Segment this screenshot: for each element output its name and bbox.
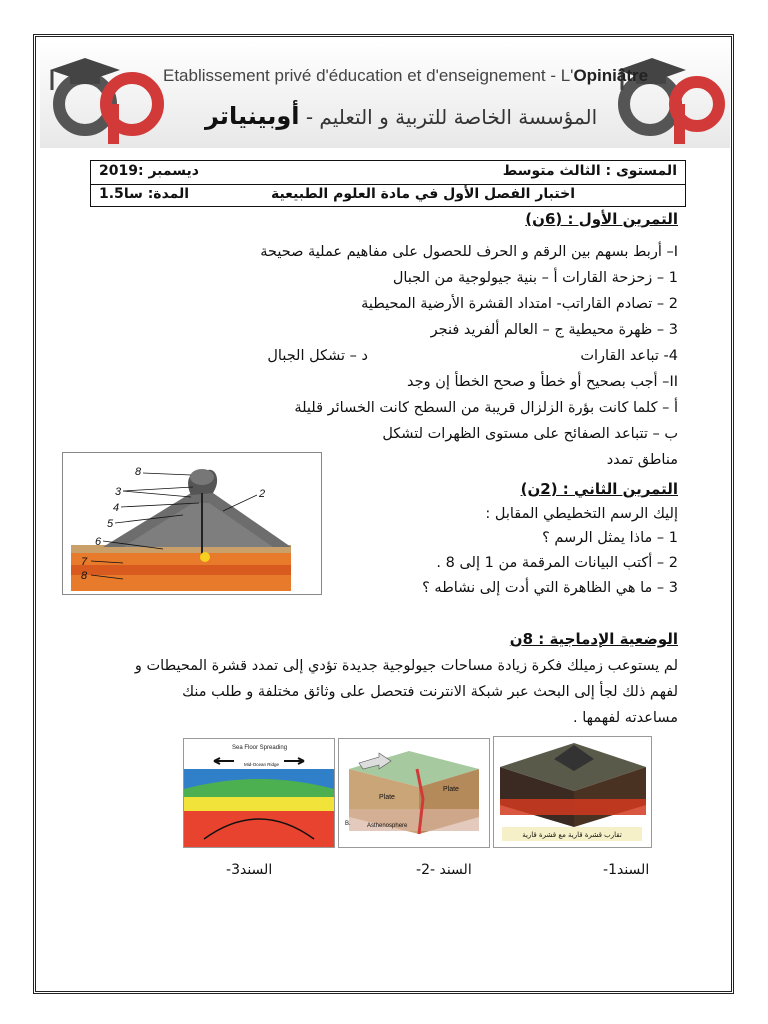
doc1-caption: تقارب قشرة قارية مع قشرة قارية bbox=[522, 831, 622, 839]
document-3-image bbox=[183, 738, 335, 848]
ex2-intro: إليك الرسم التخطيطي المقابل : bbox=[485, 506, 678, 522]
header-banner bbox=[40, 40, 730, 150]
diagram-label-8: 8 bbox=[81, 570, 88, 582]
ex1-tf-b: ب – تتباعد الصفائح على مستوى الظهرات لتشكل bbox=[382, 426, 678, 442]
ex1-item-1: 1 – زحزحة القارات أ – بنية جيولوجية من الجبال bbox=[392, 270, 678, 286]
diagram-label-4: 4 bbox=[113, 502, 120, 514]
doc3-title: Sea Floor Spreading bbox=[232, 745, 288, 751]
info-row-2 bbox=[91, 184, 685, 207]
ex1-title: التمرين الأول : (6ن) bbox=[525, 210, 678, 228]
header-arabic-line bbox=[205, 102, 597, 130]
continental-collision-figure bbox=[494, 737, 651, 847]
caption-doc-3: السند3- bbox=[226, 862, 273, 878]
caption-doc-2: السند -2- bbox=[416, 862, 472, 878]
plate-boundary-figure bbox=[339, 739, 489, 847]
document-1-image bbox=[493, 736, 652, 848]
ex2-q1: 1 – ماذا يمثل الرسم ؟ bbox=[542, 530, 678, 546]
header-french-line bbox=[163, 66, 648, 86]
ex1-item-4-right: د – تشكل الجبال bbox=[267, 348, 368, 364]
date-label: ديسمبر :2019 bbox=[99, 163, 199, 179]
ex1-tf-b-cont: مناطق تمدد bbox=[606, 452, 678, 468]
info-row-1 bbox=[91, 161, 685, 185]
header-french-text: Etablissement privé d'éducation et d'enseignement - L' bbox=[163, 66, 574, 85]
doc2-plate-label-2: Plate bbox=[443, 786, 459, 793]
ex1-item-4: 4- تباعد القارات bbox=[580, 348, 678, 364]
document-2-image bbox=[338, 738, 490, 848]
ex1-tf-a: أ – كلما كانت بؤرة الزلزال قريبة من السطح كانت الخسائر قليلة bbox=[294, 400, 678, 416]
ex1-item-2: 2 – تصادم القاراتب- امتداد القشرة الأرضية المحيطية bbox=[361, 296, 678, 312]
caption-doc-1: السند1- bbox=[603, 862, 650, 878]
doc2-b-label: B. bbox=[345, 821, 351, 827]
sea-floor-spreading-figure bbox=[184, 739, 334, 847]
ex1-part2-intro: II– أجب بصحيح أو خطأ و صحح الخطأ إن وجد bbox=[407, 374, 678, 390]
ex1-item-3: 3 – ظهرة محيطية ج – العالم ألفريد فنجر bbox=[430, 322, 678, 338]
integration-title: الوضعية الإدماجية : 8ن bbox=[509, 630, 678, 648]
volcano-diagram bbox=[62, 452, 322, 595]
duration-label: المدة: سا1.5 bbox=[99, 186, 190, 202]
diagram-label-8-top: 8 bbox=[135, 466, 142, 478]
diagram-label-5: 5 bbox=[107, 518, 114, 530]
integration-line-3: مساعدته لفهمها . bbox=[573, 710, 678, 726]
exam-info-box bbox=[90, 160, 686, 207]
ex2-q3: 3 – ما هي الظاهرة التي أدت إلى نشاطه ؟ bbox=[422, 580, 678, 596]
header-arabic-text: المؤسسة الخاصة للتربية و التعليم - bbox=[305, 105, 598, 129]
doc2-plate-label-1: Plate bbox=[379, 794, 395, 801]
diagram-label-2: 2 bbox=[259, 488, 266, 500]
diagram-label-7: 7 bbox=[81, 556, 88, 568]
volcano-drawing bbox=[63, 453, 321, 594]
diagram-label-3: 3 bbox=[115, 486, 122, 498]
integration-line-2: لفهم ذلك لجأ إلى البحث عبر شبكة الانترنت فتحصل على وثائق مختلفة و طلب منك bbox=[182, 684, 678, 700]
ex1-part1-intro: I– أربط بسهم بين الرقم و الحرف للحصول على مفاهيم عملية صحيحة bbox=[260, 244, 678, 260]
header-arabic-brand: أوبينياتر bbox=[205, 102, 300, 130]
integration-line-1: لم يستوعب زميلك فكرة زيادة مساحات جيولوجية جديدة تؤدي إلى تمدد قشرة المحيطات و bbox=[134, 658, 678, 674]
school-header bbox=[40, 40, 730, 150]
diagram-label-6: 6 bbox=[95, 536, 102, 548]
exam-title: اختبار الفصل الأول في مادة العلوم الطبيعية bbox=[270, 186, 575, 202]
level-label: المستوى : الثالث متوسط bbox=[502, 163, 677, 179]
header-french-brand: Opiniâtre bbox=[573, 66, 649, 85]
doc3-ridge-label: Mid-Ocean Ridge bbox=[244, 762, 280, 767]
ex2-q2: 2 – أكتب البيانات المرقمة من 1 إلى 8 . bbox=[436, 555, 678, 571]
doc2-asthenosphere-label: Asthenosphere bbox=[367, 823, 408, 829]
ex2-title: التمرين الثاني : (2ن) bbox=[520, 480, 678, 498]
